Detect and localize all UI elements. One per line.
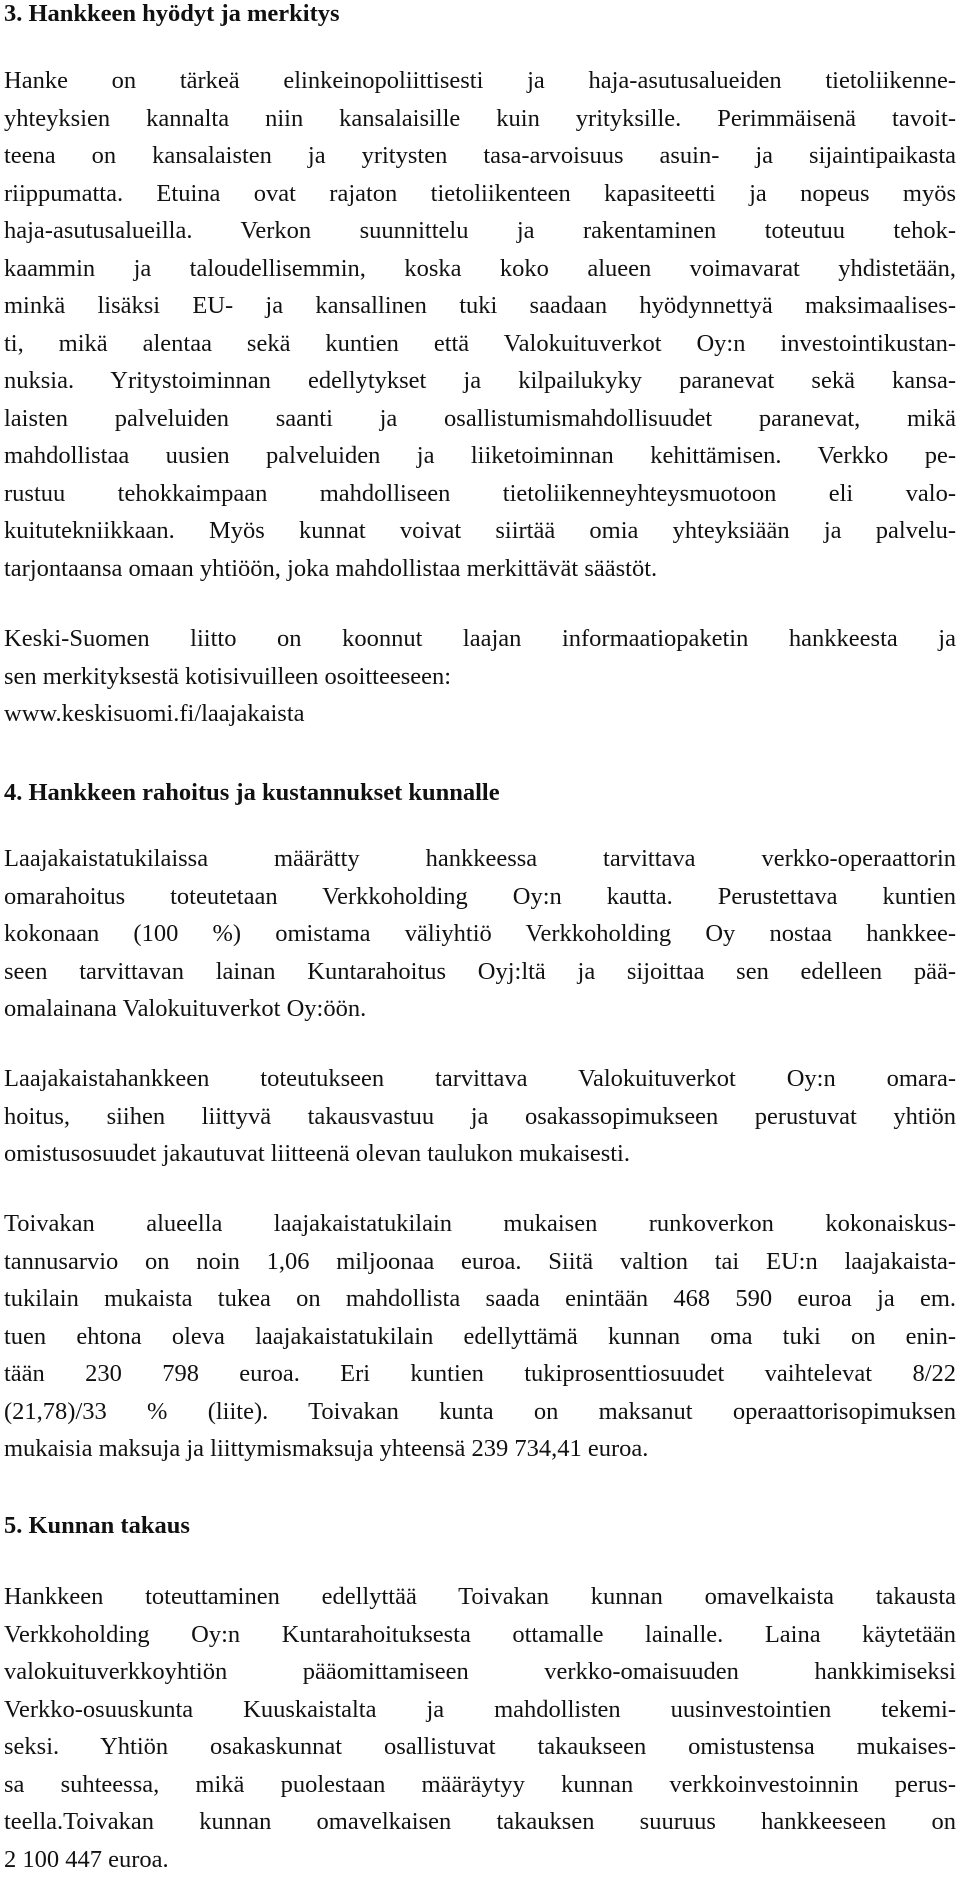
paragraph bbox=[4, 620, 956, 733]
section-title: Kunnan takaus bbox=[28, 1512, 190, 1539]
text-line: tukilain mukaista tukea on mahdollista saada enintään 468 590 euroa ja em. bbox=[4, 1285, 956, 1312]
text-line: Hankkeen toteuttaminen edellyttää Toivakan kunnan omavelkaista takausta bbox=[4, 1583, 956, 1610]
section-heading bbox=[4, 0, 956, 33]
paragraph bbox=[4, 840, 956, 1028]
text-line: 2 100 447 euroa. bbox=[4, 1845, 169, 1873]
paragraph bbox=[4, 1578, 956, 1878]
text-line: riippumatta. Etuina ovat rajaton tietoliikenteen kapasiteetti ja nopeus myös bbox=[4, 179, 956, 207]
section-title: Hankkeen hyödyt ja merkitys bbox=[28, 0, 340, 27]
text-line: tuen ehtona oleva laajakaistatukilain edellyttämä kunnan oma tuki on enin- bbox=[4, 1322, 956, 1350]
text-line: Verkko-osuuskunta Kuuskaistalta ja mahdollisten uusinvestointien tekemi- bbox=[4, 1695, 956, 1723]
text-line: Laajakaistatukilaissa määrätty hankkeessa tarvittava verkko-operaattorin bbox=[4, 845, 956, 872]
text-line: teella.Toivakan kunnan omavelkaisen takauksen suuruus hankkeeseen on bbox=[4, 1808, 956, 1835]
text-line: tannusarvio on noin 1,06 miljoonaa euroa. Siitä valtion tai EU:n laajakaista- bbox=[4, 1247, 956, 1275]
text-line: teena on kansalaisten ja yritysten tasa-arvoisuus asuin- ja sijaintipaikasta bbox=[4, 142, 956, 169]
text-line: Laajakaistahankkeen toteutukseen tarvittava Valokuituverkot Oy:n omara- bbox=[4, 1065, 956, 1092]
section-heading bbox=[4, 1507, 956, 1545]
text-line: kaammin ja taloudellisemmin, koska koko alueen voimavarat yhdistetään, bbox=[4, 254, 956, 282]
text-line: tarjontaansa omaan yhtiöön, joka mahdollistaa merkittävät säästöt. bbox=[4, 554, 658, 582]
paragraph bbox=[4, 1205, 956, 1468]
text-line: haja-asutusalueilla. Verkon suunnittelu ja rakentaminen toteutuu tehok- bbox=[4, 217, 956, 244]
text-line: nuksia. Yritystoiminnan edellytykset ja kilpailukyky paranevat sekä kansa- bbox=[4, 367, 956, 394]
text-line: mukaisia maksuja ja liittymismaksuja yhteensä 239 734,41 euroa. bbox=[4, 1435, 649, 1462]
text-line: mahdollistaa uusien palveluiden ja liiketoiminnan kehittämisen. Verkko pe- bbox=[4, 442, 956, 469]
section-number: 5. bbox=[4, 1512, 23, 1539]
text-line: kuitutekniikkaan. Myös kunnat voivat siirtää omia yhteyksiään ja palvelu- bbox=[4, 517, 956, 544]
text-line: sen merkityksestä kotisivuilleen osoitteeseen: bbox=[4, 662, 452, 690]
text-line: seksi. Yhtiön osakaskunnat osallistuvat takaukseen omistustensa mukaises- bbox=[4, 1733, 956, 1760]
text-line: minkä lisäksi EU- ja kansallinen tuki saadaan hyödynnettyä maksimaalises- bbox=[4, 292, 956, 319]
text-line: omistusosuudet jakautuvat liitteenä olevan taulukon mukaisesti. bbox=[4, 1140, 630, 1167]
text-line: omarahoitus toteutetaan Verkkoholding Oy:n kautta. Perustettava kuntien bbox=[4, 882, 956, 910]
text-line: tään 230 798 euroa. Eri kuntien tukiprosenttiosuudet vaihtelevat 8/22 bbox=[4, 1360, 956, 1387]
text-line: ti, mikä alentaa sekä kuntien että Valokuituverkot Oy:n investointikustan- bbox=[4, 329, 956, 357]
text-line: omalainana Valokuituverkot Oy:öön. bbox=[4, 995, 367, 1022]
text-line: Hanke on tärkeä elinkeinopoliittisesti ja haja-asutusalueiden tietoliikenne- bbox=[4, 67, 956, 94]
text-line: hoitus, siihen liittyvä takausvastuu ja osakassopimukseen perustuvat yhtiön bbox=[4, 1102, 956, 1130]
text-line: (21,78)/33 % (liite). Toivakan kunta on maksanut operaattorisopimuksen bbox=[4, 1397, 956, 1425]
text-line: kokonaan (100 %) omistama väliyhtiö Verkkoholding Oy nostaa hankkee- bbox=[4, 920, 956, 947]
text-line: yhteyksien kannalta niin kansalaisille kuin yrityksille. Perimmäisenä tavoit- bbox=[4, 104, 956, 132]
section-number: 3. bbox=[4, 0, 23, 27]
text-line: laisten palveluiden saanti ja osallistumismahdollisuudet paranevat, mikä bbox=[4, 404, 956, 432]
section-heading bbox=[4, 774, 956, 812]
section-title: Hankkeen rahoitus ja kustannukset kunnalle bbox=[28, 779, 500, 806]
text-line: rustuu tehokkaimpaan mahdolliseen tietoliikenneyhteysmuotoon eli valo- bbox=[4, 479, 956, 507]
text-line: Toivakan alueella laajakaistatukilain mukaisen runkoverkon kokonaiskus- bbox=[4, 1210, 956, 1237]
paragraph bbox=[4, 1060, 956, 1173]
text-line: Keski-Suomen liitto on koonnut laajan informaatiopaketin hankkeesta ja bbox=[4, 625, 956, 652]
text-line: valokuituverkkoyhtiön pääomittamiseen verkko-omaisuuden hankkimiseksi bbox=[4, 1658, 956, 1685]
text-line: seen tarvittavan lainan Kuntarahoitus Oyj:ltä ja sijoittaa sen edelleen pää- bbox=[4, 957, 956, 985]
section-number: 4. bbox=[4, 779, 23, 806]
website-url: www.keskisuomi.fi/laajakaista bbox=[4, 700, 305, 727]
paragraph bbox=[4, 62, 956, 587]
text-line: Verkkoholding Oy:n Kuntarahoituksesta ottamalle lainalle. Laina käytetään bbox=[4, 1620, 956, 1648]
text-line: sa suhteessa, mikä puolestaan määräytyy kunnan verkkoinvestoinnin perus- bbox=[4, 1770, 956, 1798]
